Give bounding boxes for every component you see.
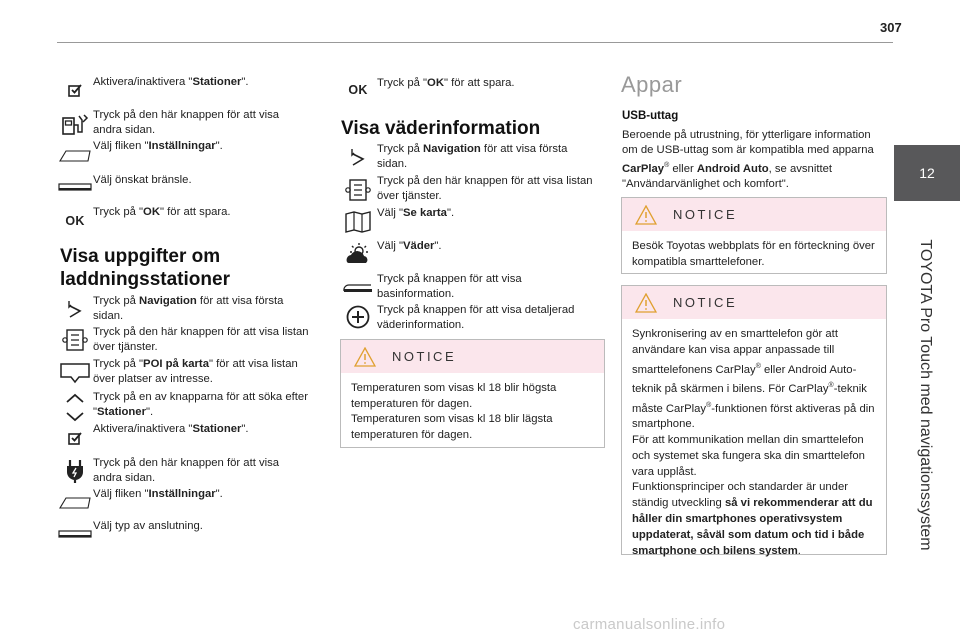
notice-box-temperature <box>340 339 605 448</box>
section-heading-apps: Appar <box>621 72 683 97</box>
map-icon <box>341 210 375 234</box>
step-services-list: Tryck på den här knappen för att visa listan över tjänster. <box>93 326 309 353</box>
step-weather-services: Tryck på den här knappen för att visa listan över tjänster. <box>377 175 593 202</box>
watermark-text: carmanualsonline.info <box>573 616 726 633</box>
chapter-tab[interactable]: 12 <box>894 145 960 201</box>
notice-body-3 <box>622 319 886 567</box>
fuel-station-icon <box>58 112 92 136</box>
notice-body <box>341 373 604 451</box>
checkbox-icon <box>58 78 92 102</box>
services-list-icon-2 <box>341 178 375 202</box>
notice-header-2 <box>622 198 886 231</box>
unlock-paragraph: För att kommunikation mellan din smarttelefon och systemet ska fungera ska din smarttelefon vara upplåst. <box>632 434 865 478</box>
subheading-usb: USB-uttag <box>622 110 679 122</box>
step-next-page-2: Tryck på den här knappen för att visa andra sidan. <box>93 457 280 484</box>
warning-triangle-icon <box>354 347 376 367</box>
step-poi-on-map: Tryck på "POI på karta" för att visa listan över platser av intresse. <box>93 358 298 385</box>
settings-tab-icon-2 <box>58 491 92 515</box>
bar-button-icon <box>58 176 92 200</box>
notice-box-toyota-website <box>621 197 887 274</box>
plus-circle-icon <box>341 305 375 329</box>
poi-map-icon <box>58 361 92 385</box>
notice-line-low: Temperaturen som visas kl 18 blir lägsta temperaturen för dagen. <box>351 413 553 441</box>
notice-line-high: Temperaturen som visas kl 18 blir högsta temperaturen för dagen. <box>351 382 557 410</box>
step-ok-save-2: Tryck på "OK" för att spara. <box>377 77 515 89</box>
warning-triangle-icon-2 <box>635 205 657 225</box>
notice-header <box>341 340 604 373</box>
services-list-icon <box>58 328 92 352</box>
step-toggle-stations-2: Aktivera/inaktivera "Stationer". <box>93 423 249 435</box>
step-select-connector: Välj typ av anslutning. <box>93 520 203 532</box>
header-divider <box>57 42 893 43</box>
sync-paragraph: Synkronisering av en smarttelefon gör att användare kan visa appar anpassade till smarttelefonens CarPlay® eller Android Auto-teknik på skärmen i bilens. För CarPlay®-teknik måste CarPlay®-funktionen först aktiveras på din smartphone. <box>632 328 875 431</box>
chapter-side-title: TOYOTA Pro Touch med navigationssystem <box>917 239 934 551</box>
section-heading-charging-stations: Visa uppgifter om laddningsstationer <box>60 246 230 290</box>
weather-icon <box>341 242 375 266</box>
step-settings-tab: Välj fliken "Inställningar". <box>93 140 223 152</box>
settings-tab-icon <box>58 144 92 168</box>
step-next-page: Tryck på den här knappen för att visa andra sidan. <box>93 109 280 136</box>
usb-paragraph: Beroende på utrustning, för ytterligare information om de USB-uttag som är kompatibla med apparna CarPlay® eller Android Auto, se avsnittet "Användarvänlighet och komfort". <box>622 129 874 190</box>
step-detailed-weather: Tryck på knappen för att visa detaljerad väderinformation. <box>377 304 575 331</box>
bar-button-icon-2 <box>58 523 92 547</box>
notice-box-smartphone-sync <box>621 285 887 555</box>
notice-label-3: NOTICE <box>673 295 738 310</box>
step-see-map: Välj "Se karta". <box>377 207 455 219</box>
standards-paragraph: Funktionsprinciper och standarder är under ständig utveckling så vi rekommenderar att du håller din smartphones operativsystem uppdaterat, såväl som datum och tid i både smartphone och bilens system. <box>632 481 873 557</box>
notice-body-2: Besök Toyotas webbplats för en förteckning över kompatibla smarttelefoner. <box>632 240 875 268</box>
charging-plug-icon <box>58 459 92 483</box>
page-number: 307 <box>880 20 902 35</box>
step-settings-tab-2: Välj fliken "Inställningar". <box>93 488 223 500</box>
ok-button-icon-2: OK <box>348 83 368 97</box>
step-select-fuel: Välj önskat bränsle. <box>93 174 192 186</box>
navigation-arrow-icon-2 <box>341 145 375 169</box>
ok-button-icon: OK <box>65 214 85 228</box>
step-basic-info: Tryck på knappen för att visa basinformation. <box>377 273 522 300</box>
step-weather-navigation: Tryck på Navigation för att visa första sidan. <box>377 143 568 170</box>
step-weather: Välj "Väder". <box>377 240 442 252</box>
step-press-navigation: Tryck på Navigation för att visa första sidan. <box>93 295 284 322</box>
notice-header-3 <box>622 286 886 319</box>
notice-label: NOTICE <box>392 349 457 364</box>
step-ok-save: Tryck på "OK" för att spara. <box>93 206 231 218</box>
section-heading-weather: Visa väderinformation <box>341 118 541 139</box>
step-toggle-stations: Aktivera/inaktivera "Stationer". <box>93 76 249 88</box>
step-search-stations: Tryck på en av knapparna för att söka efter "Stationer". <box>93 391 308 418</box>
basic-info-button-icon <box>341 276 375 300</box>
navigation-arrow-icon <box>58 297 92 321</box>
warning-triangle-icon-3 <box>635 293 657 313</box>
checkbox-icon-2 <box>58 426 92 450</box>
notice-label-2: NOTICE <box>673 207 738 222</box>
